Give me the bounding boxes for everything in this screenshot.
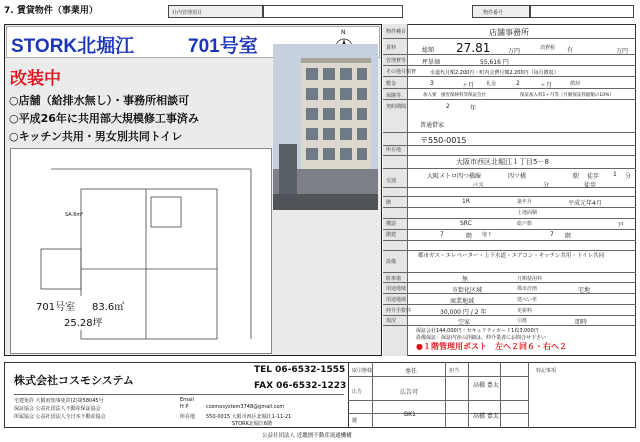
below-label: 地下	[482, 232, 493, 238]
deal-label: 取引態様	[352, 368, 373, 374]
renew-label: 償却	[570, 81, 581, 87]
tel-number: 06-6532-1555	[275, 365, 346, 375]
tel-label: TEL	[254, 365, 273, 375]
cons: 有	[567, 47, 574, 54]
parts-unit: 階	[565, 233, 572, 240]
company-no-value	[263, 5, 403, 18]
staff-label: 担当	[449, 368, 460, 374]
deposit-label: 敷金	[386, 81, 397, 87]
road: 商業地域	[450, 298, 475, 305]
rent: 27.81	[456, 41, 491, 55]
kind: 店舗事務所	[489, 28, 529, 37]
use: 市街化区域	[452, 287, 483, 294]
walk: 徒歩	[587, 173, 600, 180]
struct-label: 構造	[386, 221, 397, 227]
company-name: 株式会社コスモシステム	[14, 374, 134, 387]
key-staff: 高橋 豊太	[473, 413, 499, 420]
key-label: 鍵	[352, 418, 358, 424]
struct: SRC	[460, 220, 472, 227]
kind-label: 物件種目	[386, 29, 407, 35]
parking: 無	[462, 276, 469, 283]
rent-prefix: 総額	[422, 47, 435, 54]
building-name: STORK北堀江	[11, 36, 135, 57]
bottom-note: 公益社団法人 近畿圏不動産流通機構	[262, 433, 352, 439]
other-fee: 水道代月額2,200円・町内会費月額2,200円（毎月徴収）	[430, 70, 559, 76]
mgmt-sub: 55,616 円	[480, 59, 509, 66]
floor-label: 階	[386, 200, 392, 206]
fee: 30,000 円 / 2 年	[440, 309, 487, 316]
footer-divider	[14, 394, 344, 395]
plan-area-m2: 83.6㎡	[92, 302, 125, 313]
zip: 〒550-0015	[420, 136, 467, 145]
build-date-label: 築年月	[517, 199, 533, 205]
addr: 550-0015 大阪市西区北堀江1-11-21	[206, 414, 292, 420]
hp-label: H P	[180, 404, 189, 410]
license: 宅建免許 大阪府知事免許(2)第58045号	[14, 398, 104, 404]
insurance-label: 保険等	[386, 93, 402, 99]
land-area-label: 土地面積	[517, 210, 538, 216]
key-code: BK1	[404, 411, 416, 418]
build-date: 平成元年4月	[568, 200, 602, 207]
contract: 2	[446, 103, 450, 110]
highlight-note: ●１階管理用ポスト 左へ２回６・右へ２	[416, 342, 567, 351]
assoc-2: 所属協会 公益社団法人全日本不動産協会	[14, 414, 106, 420]
plan-area-tsubo: 25.28坪	[64, 318, 103, 329]
deposit: 3	[430, 80, 434, 87]
email-label: Email	[180, 397, 194, 403]
plan-note: SA.6m²	[65, 212, 84, 218]
bus-min: 分	[543, 182, 550, 189]
cons-label: 消費税	[540, 45, 556, 51]
headline: 改装中	[10, 69, 61, 89]
deposit-unit: ヶ月	[462, 82, 475, 89]
addr-label: 所在地	[180, 414, 196, 420]
fax-label: FAX	[254, 381, 274, 391]
line: 大阪メトロ四つ橋線	[427, 173, 482, 180]
note-2: 設備保証：保証内容の詳細は、仲介業者にお問合せ下さい	[416, 335, 547, 341]
rent-unit: 万円	[508, 48, 521, 55]
road-label: 用途地域	[386, 297, 407, 303]
current-label: 現況	[386, 318, 397, 324]
feature-1: ○店舗（給排水無し）・事務所相談可	[9, 94, 190, 107]
property-no-label: 物件番号	[483, 10, 504, 16]
handover: 即時	[575, 319, 588, 326]
city-label: 都市計画	[517, 286, 538, 292]
company-no-label: 社内管理項目	[172, 10, 203, 16]
addr-2: STORK北堀江6階	[232, 421, 273, 427]
ad-label: 広告	[352, 389, 363, 395]
walk-min: 1	[613, 171, 617, 178]
property-no-box	[472, 5, 530, 18]
ad: 広告可	[400, 389, 419, 396]
station-side: 駅	[573, 173, 580, 180]
address: 大阪市西区北堀江１丁目5－8	[456, 158, 549, 166]
parts: 7	[550, 231, 554, 238]
floor-val: 1R	[462, 198, 470, 205]
use-label: 用途地域	[386, 286, 407, 292]
insurance-note: 保証加入料1ヶ月等（月額保証料総額の10%）	[520, 93, 614, 98]
bus: バス	[472, 182, 485, 189]
property-no-value	[530, 5, 634, 18]
levels: 7	[440, 231, 444, 238]
tel	[254, 365, 345, 375]
current: 空家	[458, 319, 471, 326]
insurance: 加入要 損害保険料等保証会社	[423, 93, 486, 98]
address-label: 所在地	[386, 147, 402, 153]
traffic-label: 交通	[386, 178, 397, 184]
units: 戸	[618, 222, 625, 229]
feature-2: ○平成26年に共用部大規模修工事済み	[9, 112, 199, 125]
key-money-unit: ヶ月	[540, 82, 553, 89]
parking-fee-label: 月額使用料	[517, 276, 543, 282]
email[interactable]: cosmosystem3748@gmail.com	[206, 404, 285, 410]
special-label: 特記事項	[536, 368, 557, 374]
equip-label: 設備	[386, 259, 397, 265]
levels-unit: 階	[466, 233, 473, 240]
contract-unit: 年	[470, 105, 477, 112]
note-1: 保証会社144,000円・セキュリティカード1枚3,000円	[416, 328, 539, 334]
fee-label: 仲介手数料	[386, 308, 412, 314]
coverage-label: 建ぺい率	[517, 297, 538, 303]
deal: 専任	[405, 368, 418, 375]
renewal-label: 更新料	[517, 308, 533, 314]
units-label: 総戸数	[517, 221, 533, 227]
compass-label: N	[341, 29, 346, 36]
plan-unit: 701号室	[36, 302, 76, 313]
levels-label: 階建	[386, 232, 397, 238]
fax	[254, 381, 346, 391]
contract-type: 普通借家	[420, 122, 445, 129]
station: 四ツ橋	[508, 173, 527, 180]
walk2: 徒歩	[584, 182, 597, 189]
equip: 都市ガス・エレベーター・上下水道・エアコン・キッチン共用・トイレ共同	[418, 253, 605, 259]
mgmt-label: 管理費等	[386, 58, 407, 64]
other-fee-label: その他月額費	[386, 69, 417, 75]
mgmt: 坪単価	[422, 59, 441, 66]
unit-number: 701号室	[188, 36, 258, 57]
assoc-1: 保証協会 公益社団法人不動産保証協会	[14, 406, 101, 412]
parking-label: 駐車場	[386, 276, 402, 282]
fax-number: 06-6532-1223	[276, 381, 347, 391]
key-money-label: 礼金	[486, 81, 497, 87]
building-photo	[273, 44, 378, 210]
handover-label: 引渡	[517, 318, 528, 324]
walk-unit: 分	[625, 173, 632, 180]
feature-3: ○キッチン共用・男女別共同トイレ	[9, 130, 183, 143]
key-money: 2	[516, 80, 520, 87]
company-no-box	[168, 5, 263, 18]
contract-label: 契約期間	[386, 104, 407, 110]
staff: 高橋 豊太	[473, 382, 499, 389]
sheet-title: 7. 賃貸物件（事業用）	[4, 6, 98, 16]
cons-side: 万円	[616, 48, 629, 55]
rent-label: 賃料	[386, 45, 397, 51]
city: 宅地	[578, 287, 591, 294]
